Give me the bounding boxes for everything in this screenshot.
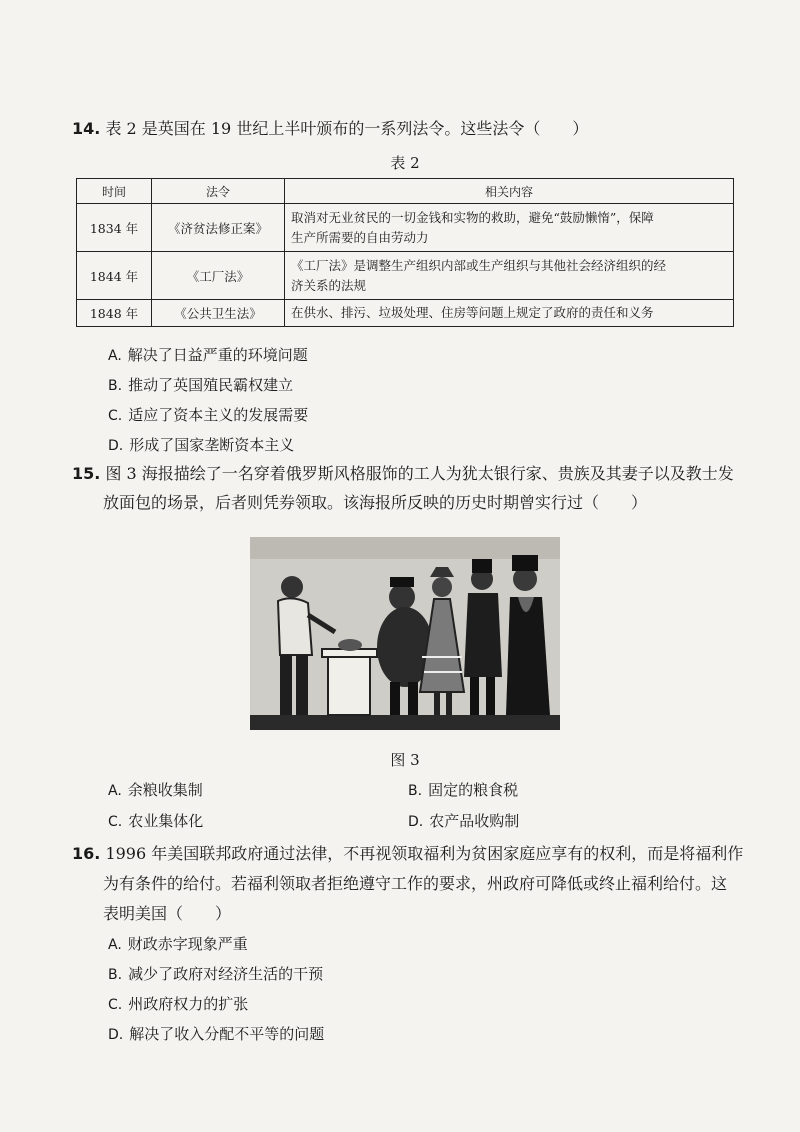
header-content: 相关内容: [285, 179, 734, 204]
row-content-line: 在供水、排污、垃圾处理、住房等问题上规定了政府的责任和义务: [291, 305, 654, 320]
q16-number: 16.: [72, 844, 101, 863]
q15-stem-line: 图 3 海报描绘了一名穿着俄罗斯风格服饰的工人为犹太银行家、贵族及其妻子以及教士发: [105, 464, 734, 483]
option-label: B.: [408, 783, 423, 799]
row-content-line: 生产所需要的自由劳动力: [291, 229, 429, 245]
figure-caption: 图 3: [390, 751, 420, 769]
header-time: 时间: [77, 179, 152, 204]
header-law: 法令: [152, 179, 285, 204]
option-text: 州政府权力的扩张: [128, 995, 249, 1013]
table-caption: 表 2: [390, 154, 420, 172]
option-label: C.: [108, 997, 123, 1013]
q14-stem: [72, 118, 588, 140]
option-label: A.: [108, 937, 122, 953]
row-time: 1844 年: [77, 252, 152, 300]
table-row: [77, 300, 734, 327]
option-text: 减少了政府对经济生活的干预: [128, 965, 324, 983]
row-law: 《济贫法修正案》: [152, 204, 285, 252]
row-content: [285, 204, 734, 252]
option-text: 财政赤字现象严重: [127, 935, 248, 953]
option-label: B.: [108, 378, 123, 394]
q16-option-d[interactable]: [108, 1024, 324, 1045]
table-row: [77, 252, 734, 300]
poster-image: [250, 537, 560, 730]
law-table: [76, 178, 734, 327]
q16-option-b[interactable]: [108, 964, 323, 985]
option-label: D.: [408, 814, 424, 830]
poster-illustration: [250, 537, 560, 730]
option-label: A.: [108, 348, 122, 364]
option-text: 固定的粮食税: [428, 781, 519, 799]
option-label: D.: [108, 438, 124, 454]
q14-stem-text: 表 2 是英国在 19 世纪上半叶颁布的一系列法令。这些法令（ ）: [105, 119, 589, 138]
row-content-line: 济关系的法规: [291, 277, 367, 293]
option-label: D.: [108, 1027, 124, 1043]
q16-stem-cont: 为有条件的给付。若福利领取者拒绝遵守工作的要求，州政府可降低或终止福利给付。这: [103, 874, 728, 893]
q15-option-c[interactable]: [108, 811, 203, 832]
row-content-line: 取消对无业贫民的一切金钱和实物的救助，避免“鼓励懒惰”，保障: [291, 209, 654, 225]
q16-stem-line: 1996 年美国联邦政府通过法律，不再视领取福利为贫困家庭应享有的权利，而是将福利作: [105, 844, 744, 863]
table-row: [77, 204, 734, 252]
q16-stem: [72, 843, 743, 865]
q15-stem-cont: 放面包的场景，后者则凭券领取。该海报所反映的历史时期曾实行过（ ）: [103, 493, 648, 512]
row-time: 1848 年: [77, 300, 152, 327]
option-text: 农产品收购制: [429, 812, 520, 830]
option-text: 余粮收集制: [127, 781, 203, 799]
q14-number: 14.: [72, 119, 101, 138]
option-text: 农业集体化: [128, 812, 204, 830]
q15-option-d[interactable]: [408, 811, 519, 832]
q15-stem: [72, 463, 734, 485]
option-text: 适应了资本主义的发展需要: [128, 406, 309, 424]
row-content: [285, 300, 734, 327]
q15-number: 15.: [72, 464, 101, 483]
row-law: 《工厂法》: [152, 252, 285, 300]
option-text: 推动了英国殖民霸权建立: [128, 376, 294, 394]
q14-option-d[interactable]: [108, 435, 294, 456]
table-header-row: [77, 179, 734, 204]
option-label: A.: [108, 783, 122, 799]
row-law: 《公共卫生法》: [152, 300, 285, 327]
q16-stem-cont: 表明美国（ ）: [103, 904, 232, 923]
option-label: C.: [108, 408, 123, 424]
q14-option-a[interactable]: [108, 345, 308, 366]
q16-option-c[interactable]: [108, 994, 248, 1015]
row-time: 1834 年: [77, 204, 152, 252]
option-text: 解决了日益严重的环境问题: [127, 346, 308, 364]
q16-option-a[interactable]: [108, 934, 248, 955]
row-content: [285, 252, 734, 300]
q14-option-c[interactable]: [108, 405, 308, 426]
row-content-line: 《工厂法》是调整生产组织内部或生产组织与其他社会经济组织的经: [291, 257, 667, 273]
option-text: 解决了收入分配不平等的问题: [129, 1025, 325, 1043]
option-label: C.: [108, 814, 123, 830]
q15-option-b[interactable]: [408, 780, 518, 801]
q14-option-b[interactable]: [108, 375, 293, 396]
option-text: 形成了国家垄断资本主义: [129, 436, 295, 454]
option-label: B.: [108, 967, 123, 983]
q15-option-a[interactable]: [108, 780, 203, 801]
